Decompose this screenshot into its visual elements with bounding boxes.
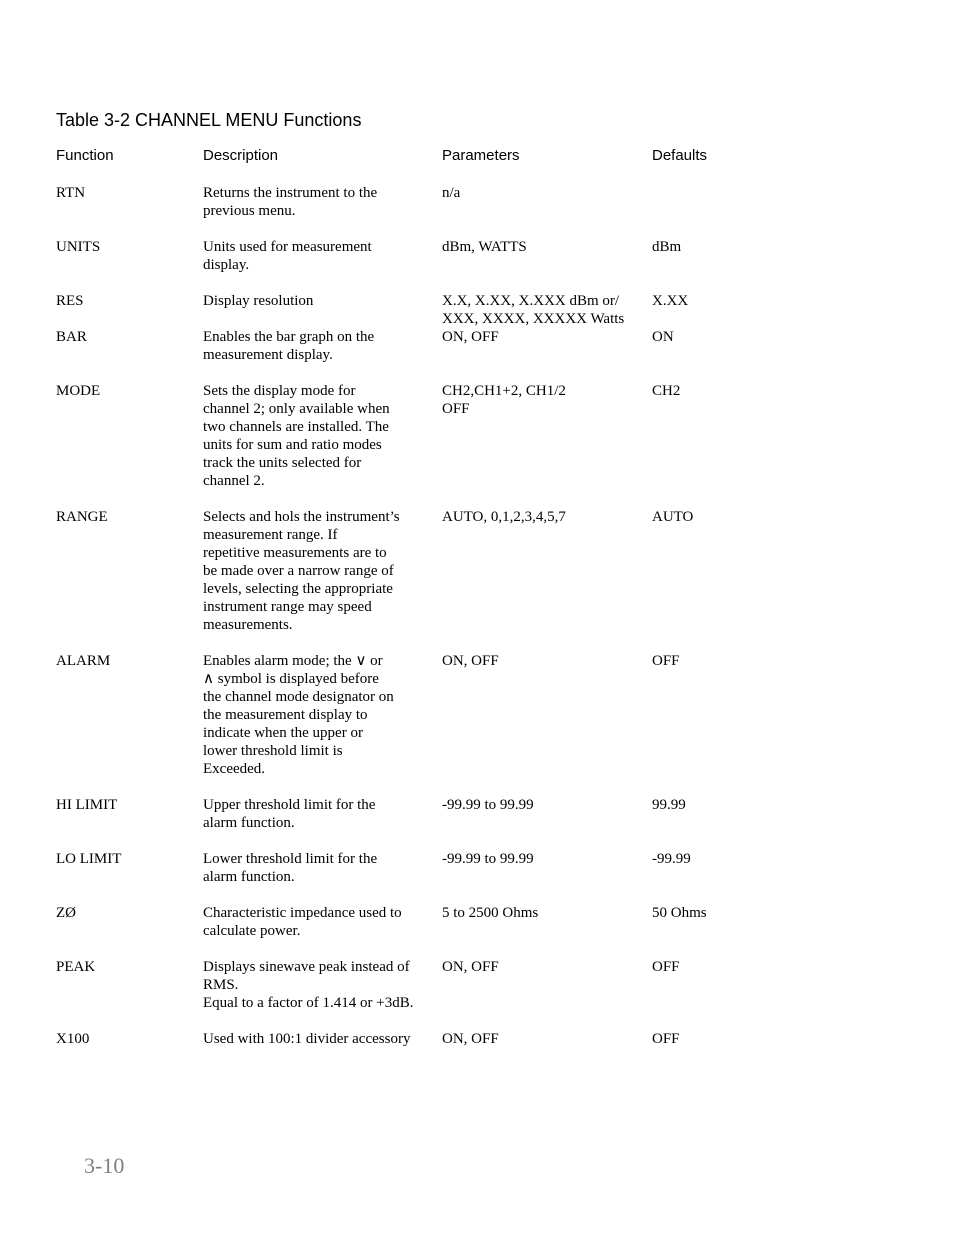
description-line: Enables alarm mode; the ∨ or — [203, 653, 383, 669]
default-cell: -99.99 — [652, 851, 691, 867]
function-cell: RTN — [56, 185, 86, 201]
description-line: instrument range may speed — [203, 599, 372, 615]
function-cell: RES — [56, 293, 84, 309]
description-line: Exceeded. — [203, 761, 266, 777]
table-row — [0, 850, 954, 886]
description-cell — [203, 184, 433, 220]
function-cell: MODE — [56, 383, 101, 399]
description-line: levels, selecting the appropriate — [203, 581, 393, 597]
description-line: track the units selected for — [203, 455, 362, 471]
parameters-cell — [442, 1030, 647, 1048]
parameters-line: XXX, XXXX, XXXXX Watts — [442, 311, 625, 327]
description-cell — [203, 292, 433, 310]
description-line: RMS. — [203, 977, 239, 993]
parameters-cell — [442, 508, 647, 526]
function-cell: X100 — [56, 1031, 90, 1047]
parameters-cell — [442, 328, 647, 346]
description-line: Used with 100:1 divider accessory — [203, 1031, 411, 1047]
description-cell — [203, 382, 433, 490]
table-row — [0, 238, 954, 274]
description-line: channel 2; only available when — [203, 401, 390, 417]
description-cell — [203, 850, 433, 886]
parameters-line: 5 to 2500 Ohms — [442, 905, 539, 921]
description-line: Lower threshold limit for the — [203, 851, 378, 867]
table-title: Table 3-2 CHANNEL MENU Functions — [56, 110, 362, 130]
table-row — [0, 508, 954, 634]
description-line: alarm function. — [203, 815, 295, 831]
description-line: the measurement display to — [203, 707, 368, 723]
default-cell: AUTO — [652, 509, 694, 525]
parameters-line: AUTO, 0,1,2,3,4,5,7 — [442, 509, 566, 525]
description-cell — [203, 1030, 433, 1048]
description-cell — [203, 238, 433, 274]
table-header-row — [0, 147, 954, 167]
description-line: previous menu. — [203, 203, 296, 219]
table-row — [0, 184, 954, 220]
header-function: Function — [56, 147, 114, 164]
parameters-line: ON, OFF — [442, 1031, 499, 1047]
description-line: measurement display. — [203, 347, 333, 363]
table-row — [0, 328, 954, 364]
table-row — [0, 652, 954, 778]
description-cell — [203, 328, 433, 364]
parameters-cell — [442, 382, 647, 418]
description-cell — [203, 508, 433, 634]
description-line: Enables the bar graph on the — [203, 329, 375, 345]
function-cell: UNITS — [56, 239, 101, 255]
description-line: the channel mode designator on — [203, 689, 394, 705]
parameters-line: OFF — [442, 401, 470, 417]
table-row — [0, 382, 954, 490]
default-cell: OFF — [652, 1031, 680, 1047]
description-line: display. — [203, 257, 250, 273]
description-line: Sets the display mode for — [203, 383, 356, 399]
function-cell: LO LIMIT — [56, 851, 122, 867]
parameters-line: -99.99 to 99.99 — [442, 797, 534, 813]
parameters-cell — [442, 850, 647, 868]
default-cell: OFF — [652, 653, 680, 669]
parameters-cell — [442, 796, 647, 814]
description-cell — [203, 796, 433, 832]
parameters-cell — [442, 904, 647, 922]
description-line: measurement range. If — [203, 527, 338, 543]
description-line: calculate power. — [203, 923, 301, 939]
page-number: 3-10 — [84, 1153, 125, 1178]
description-line: units for sum and ratio modes — [203, 437, 382, 453]
description-cell — [203, 904, 433, 940]
parameters-line: ON, OFF — [442, 653, 499, 669]
header-description: Description — [203, 147, 279, 164]
description-line: alarm function. — [203, 869, 295, 885]
description-line: Upper threshold limit for the — [203, 797, 376, 813]
default-cell: OFF — [652, 959, 680, 975]
table-row — [0, 1030, 954, 1048]
parameters-line: -99.99 to 99.99 — [442, 851, 534, 867]
default-cell: 50 Ohms — [652, 905, 707, 921]
default-cell: CH2 — [652, 383, 681, 399]
description-cell — [203, 958, 433, 1012]
description-cell — [203, 652, 433, 778]
description-line: Units used for measurement — [203, 239, 372, 255]
description-line: ∧ symbol is displayed before — [203, 671, 379, 687]
description-line: Characteristic impedance used to — [203, 905, 402, 921]
description-line: two channels are installed. The — [203, 419, 389, 435]
description-line: be made over a narrow range of — [203, 563, 394, 579]
description-line: Display resolution — [203, 293, 314, 309]
function-cell: ALARM — [56, 653, 111, 669]
description-line: Returns the instrument to the — [203, 185, 378, 201]
function-cell: ZØ — [56, 905, 76, 921]
parameters-line: ON, OFF — [442, 329, 499, 345]
header-defaults: Defaults — [652, 147, 708, 164]
table-body — [0, 184, 954, 1066]
description-line: Selects and hols the instrument’s — [203, 509, 400, 525]
default-cell: ON — [652, 329, 674, 345]
parameters-cell — [442, 238, 647, 256]
function-cell: PEAK — [56, 959, 96, 975]
description-line: indicate when the upper or — [203, 725, 363, 741]
table-row — [0, 904, 954, 940]
table-row — [0, 958, 954, 1012]
default-cell: dBm — [652, 239, 682, 255]
parameters-line: n/a — [442, 185, 461, 201]
description-line: repetitive measurements are to — [203, 545, 387, 561]
default-cell: 99.99 — [652, 797, 686, 813]
function-cell: BAR — [56, 329, 87, 345]
parameters-line: ON, OFF — [442, 959, 499, 975]
parameters-cell — [442, 184, 647, 202]
parameters-cell — [442, 652, 647, 670]
header-parameters: Parameters — [442, 147, 520, 164]
description-line: Equal to a factor of 1.414 or +3dB. — [203, 995, 414, 1011]
parameters-line: CH2,CH1+2, CH1/2 — [442, 383, 566, 399]
description-line: measurements. — [203, 617, 293, 633]
function-cell: RANGE — [56, 509, 108, 525]
function-cell: HI LIMIT — [56, 797, 118, 813]
parameters-line: X.X, X.XX, X.XXX dBm or/ — [442, 293, 620, 309]
default-cell: X.XX — [652, 293, 689, 309]
table-row — [0, 292, 954, 327]
parameters-cell — [442, 958, 647, 976]
description-line: channel 2. — [203, 473, 265, 489]
description-line: Displays sinewave peak instead of — [203, 959, 410, 975]
description-line: lower threshold limit is — [203, 743, 343, 759]
parameters-cell — [442, 292, 647, 328]
parameters-line: dBm, WATTS — [442, 239, 527, 255]
table-row — [0, 796, 954, 832]
